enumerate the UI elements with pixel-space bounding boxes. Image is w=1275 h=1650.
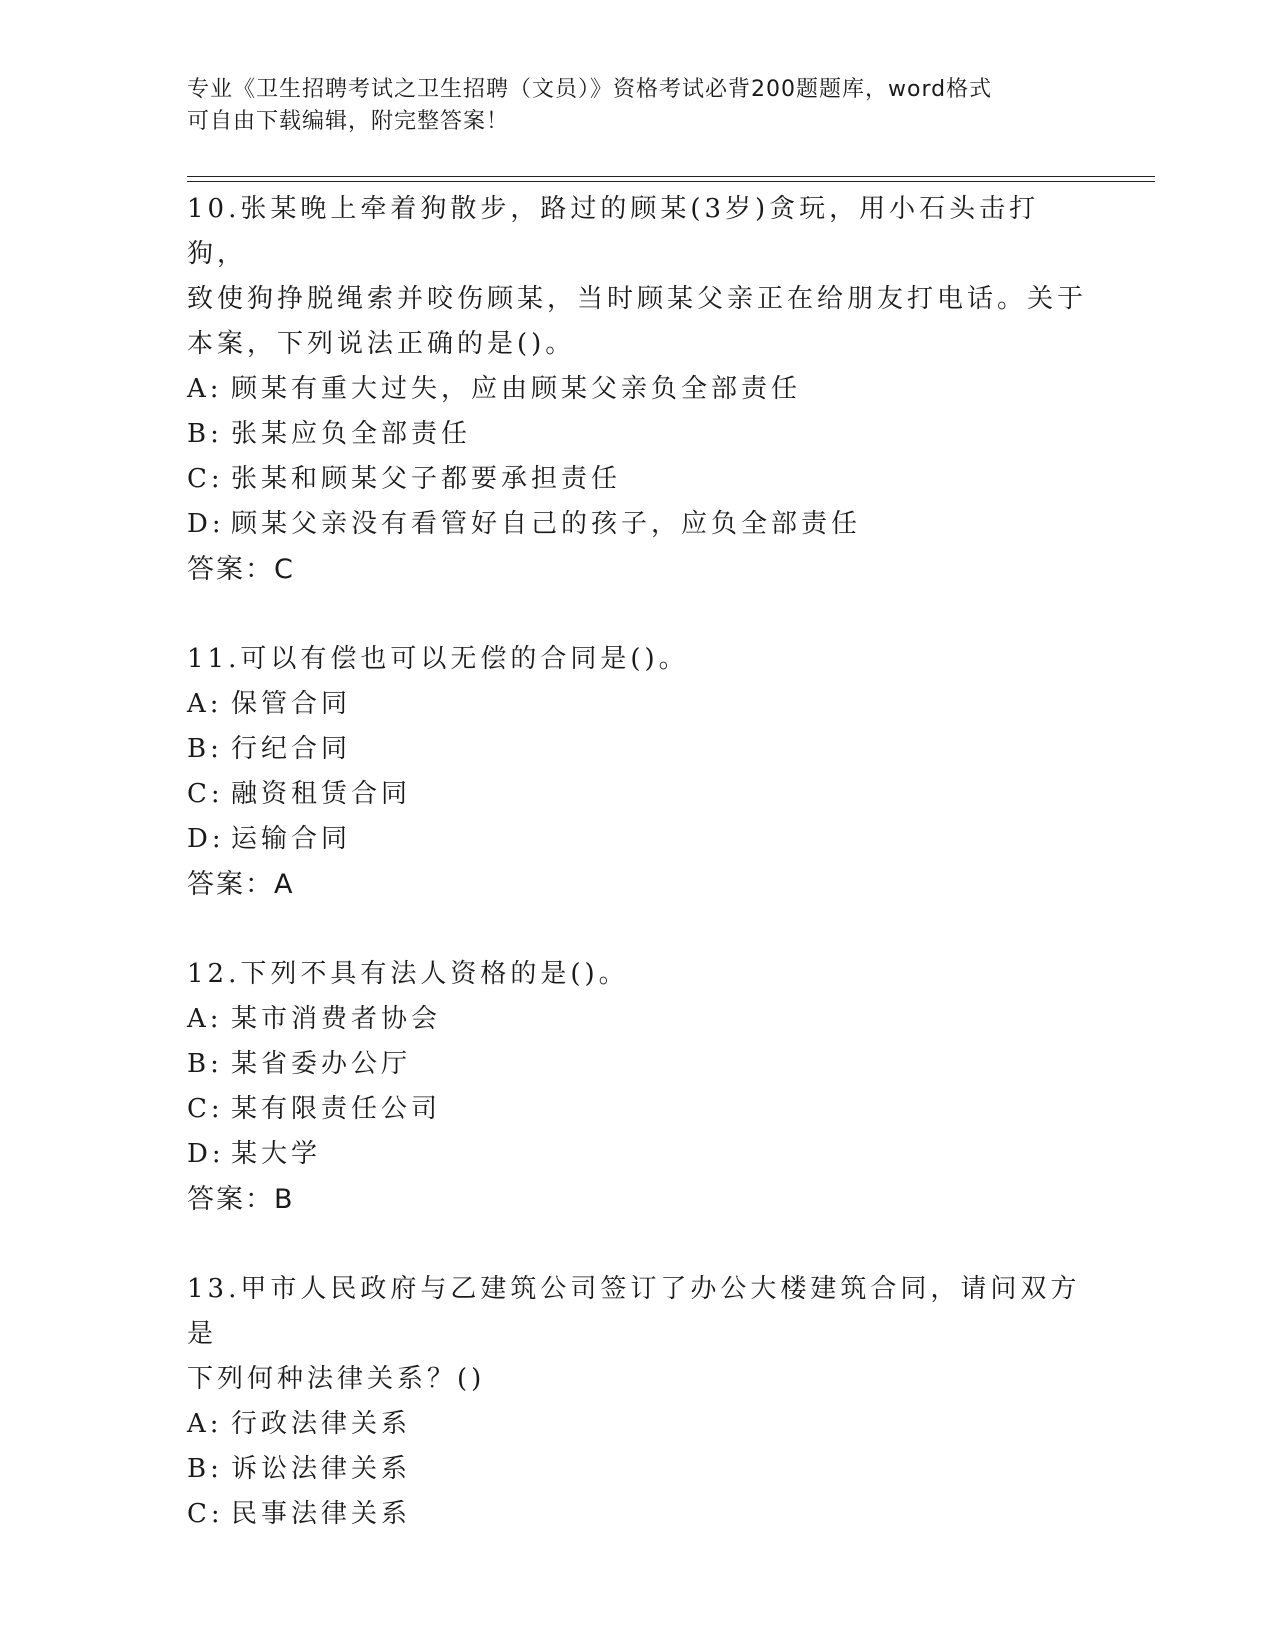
question-stem-line: 本案，下列说法正确的是()。 <box>187 329 576 359</box>
question-list <box>187 187 1087 1537</box>
answer-option <box>187 1042 1087 1087</box>
option-letter: B: <box>187 1454 223 1484</box>
option-letter: B: <box>187 419 223 449</box>
option-letter: B: <box>187 734 223 764</box>
answer-option <box>187 457 1087 502</box>
answer-option <box>187 997 1087 1042</box>
answer-option <box>187 772 1087 817</box>
answer-key: 答案：B <box>187 1184 295 1215</box>
answer-key: 答案：C <box>187 554 295 585</box>
question-stem-line: 致使狗挣脱绳索并咬伤顾某，当时顾某父亲正在给朋友打电话。关于 <box>187 284 1088 314</box>
question-item <box>187 952 1087 1222</box>
option-letter: A: <box>187 1409 223 1439</box>
answer-option <box>187 412 1087 457</box>
header-line-2: 可自由下载编辑，附完整答案！ <box>187 109 510 134</box>
option-letter: C: <box>187 779 224 809</box>
document-header <box>187 74 1067 138</box>
option-text: 保管合同 <box>231 689 352 719</box>
option-letter: D: <box>187 509 225 539</box>
option-letter: A: <box>187 1004 223 1034</box>
answer-option <box>187 1492 1087 1537</box>
option-text: 运输合同 <box>231 824 352 854</box>
answer-option <box>187 727 1087 772</box>
question-stem-line: 下列何种法律关系？() <box>187 1364 486 1394</box>
option-text: 民事法律关系 <box>231 1499 412 1529</box>
answer-option <box>187 1447 1087 1492</box>
answer-option <box>187 1087 1087 1132</box>
option-text: 张某应负全部责任 <box>231 419 472 449</box>
answer-option <box>187 1132 1087 1177</box>
question-item <box>187 187 1087 592</box>
answer-option <box>187 682 1087 727</box>
question-stem-line: 11.可以有偿也可以无偿的合同是()。 <box>187 644 689 674</box>
header-divider-top <box>187 176 1155 177</box>
answer-key: 答案：A <box>187 869 295 900</box>
question-stem-line: 12.下列不具有法人资格的是()。 <box>187 959 629 989</box>
option-letter: A: <box>187 689 223 719</box>
option-letter: A: <box>187 374 223 404</box>
option-text: 张某和顾某父子都要承担责任 <box>231 464 622 494</box>
answer-option <box>187 367 1087 412</box>
option-text: 某省委办公厅 <box>231 1049 412 1079</box>
option-text: 某市消费者协会 <box>231 1004 442 1034</box>
option-text: 行纪合同 <box>231 734 352 764</box>
header-divider-bottom <box>187 181 1155 182</box>
question-item <box>187 1267 1087 1537</box>
option-text: 某大学 <box>231 1139 322 1169</box>
option-text: 顾某父亲没有看管好自己的孩子，应负全部责任 <box>231 509 862 539</box>
option-letter: D: <box>187 1139 225 1169</box>
option-text: 行政法律关系 <box>231 1409 412 1439</box>
option-text: 融资租赁合同 <box>231 779 412 809</box>
option-letter: C: <box>187 1094 224 1124</box>
answer-option <box>187 1402 1087 1447</box>
header-line-1: 专业《卫生招聘考试之卫生招聘（文员）》资格考试必背200题题库，word格式 <box>187 77 993 102</box>
option-letter: B: <box>187 1049 223 1079</box>
question-item <box>187 637 1087 907</box>
question-stem-line: 13.甲市人民政府与乙建筑公司签订了办公大楼建筑合同，请问双方是 <box>187 1274 1081 1349</box>
option-text: 顾某有重大过失，应由顾某父亲负全部责任 <box>231 374 802 404</box>
answer-option <box>187 502 1087 547</box>
option-text: 诉讼法律关系 <box>231 1454 412 1484</box>
answer-option <box>187 817 1087 862</box>
question-stem-line: 10.张某晚上牵着狗散步，路过的顾某(3岁)贪玩，用小石头击打狗， <box>187 194 1040 269</box>
option-letter: D: <box>187 824 225 854</box>
option-letter: C: <box>187 1499 224 1529</box>
option-text: 某有限责任公司 <box>231 1094 442 1124</box>
option-letter: C: <box>187 464 224 494</box>
